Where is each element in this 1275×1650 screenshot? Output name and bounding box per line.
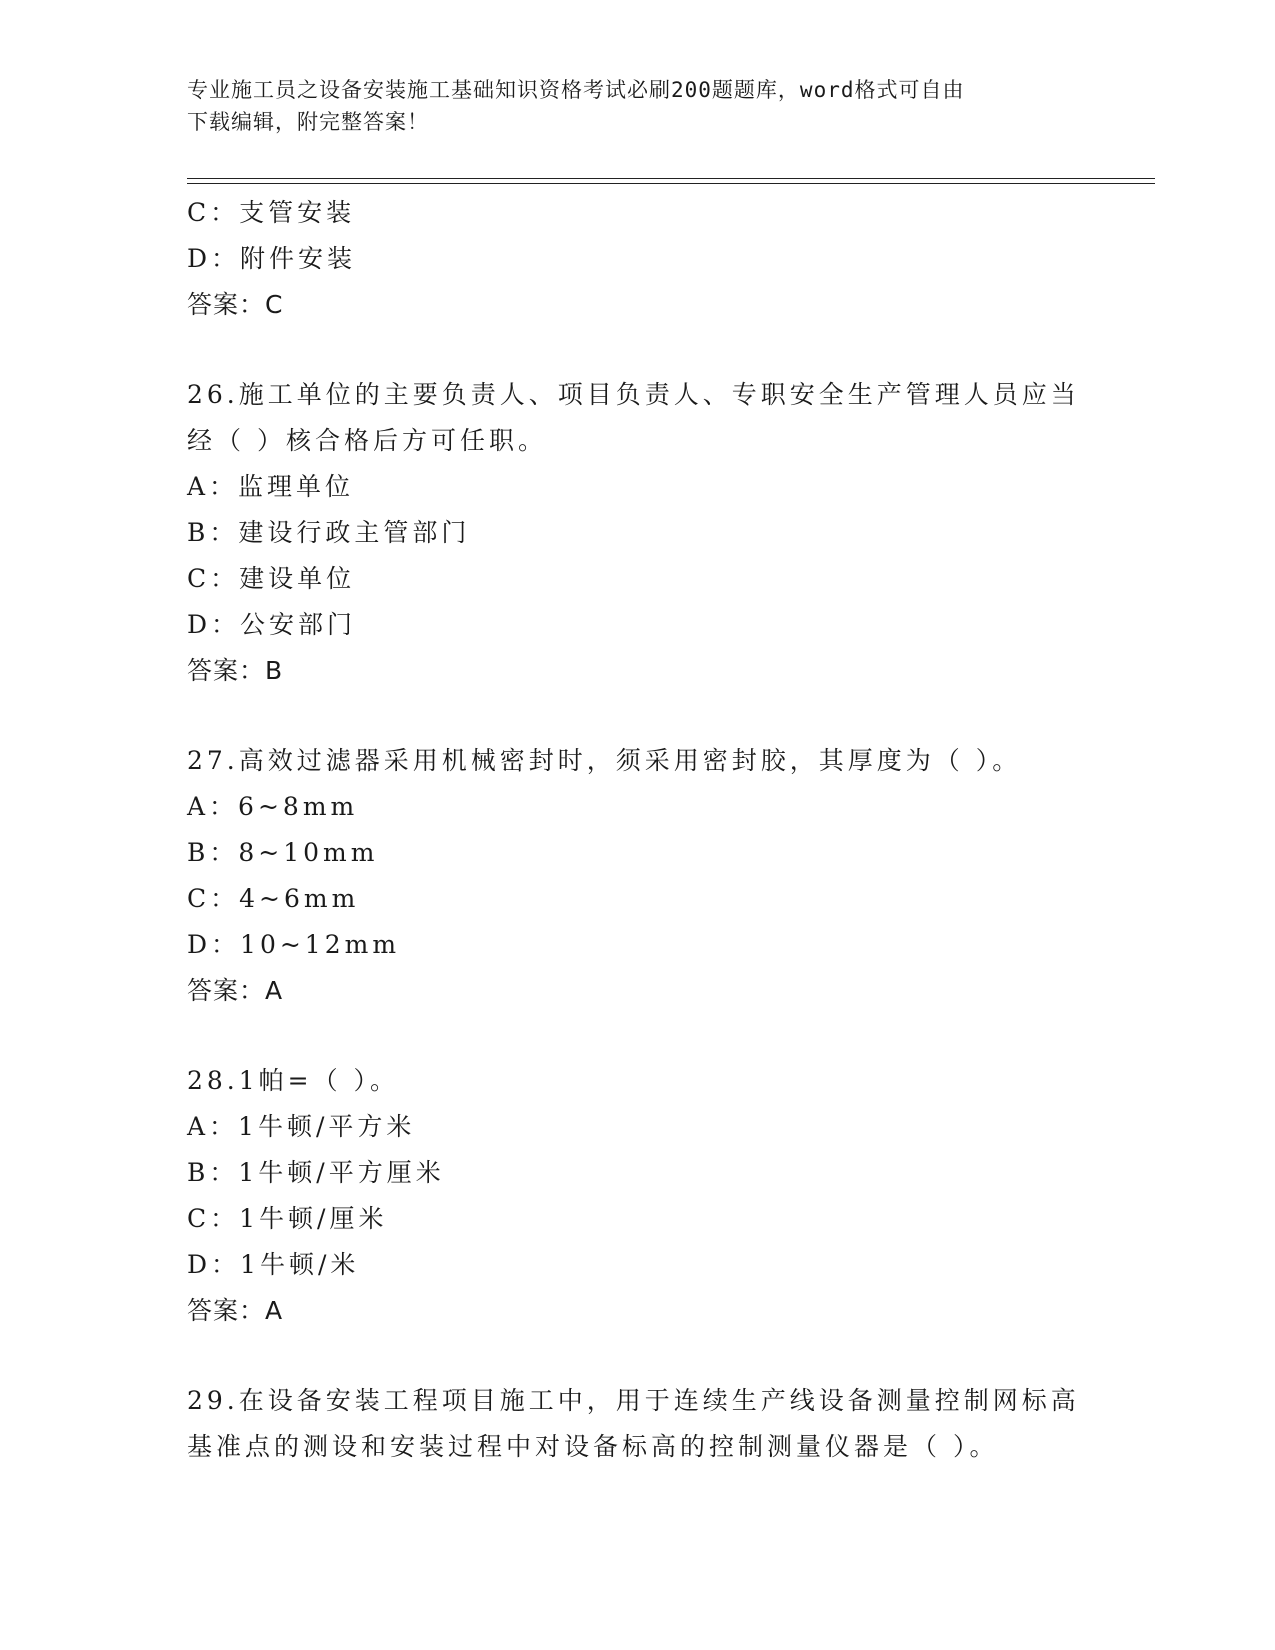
question-29 (187, 1378, 1087, 1470)
question-stem: 26.施工单位的主要负责人、项目负责人、专职安全生产管理人员应当 (187, 380, 1080, 409)
option-b: B：1牛顿/平方厘米 (187, 1158, 445, 1187)
header-divider-bottom (187, 183, 1155, 184)
question-stem: 27.高效过滤器采用机械密封时，须采用密封胶，其厚度为（ ）。 (187, 746, 1022, 775)
answer: 答案：A (187, 1296, 284, 1325)
question-28 (187, 1058, 1087, 1334)
header-line-1: 专业施工员之设备安装施工基础知识资格考试必刷200题题库，word格式可自由 (187, 78, 965, 102)
question-list (187, 190, 1087, 1470)
option-c: C：1牛顿/厘米 (187, 1204, 388, 1233)
option-b: B：8~10mm (187, 838, 379, 867)
document-header (187, 74, 1087, 138)
option-d: D：10~12mm (187, 930, 401, 959)
question-25-tail (187, 190, 1087, 328)
question-26 (187, 372, 1087, 694)
option-a: A：监理单位 (187, 472, 355, 501)
question-stem-continued: 经（ ）核合格后方可任职。 (187, 426, 547, 455)
option-a: A：1牛顿/平方米 (187, 1112, 416, 1141)
option-c: C：建设单位 (187, 564, 356, 593)
answer: 答案：A (187, 976, 284, 1005)
header-line-2: 下载编辑，附完整答案！ (187, 110, 429, 134)
question-stem-continued: 基准点的测设和安装过程中对设备标高的控制测量仪器是（ ）。 (187, 1432, 999, 1461)
option-d: D：附件安装 (187, 244, 357, 273)
option-a: A：6~8mm (187, 792, 359, 821)
header-divider-top (187, 178, 1155, 179)
option-b: B：建设行政主管部门 (187, 518, 471, 547)
option-c: C：支管安装 (187, 198, 356, 227)
option-d: D：公安部门 (187, 610, 357, 639)
option-d: D：1牛顿/米 (187, 1250, 360, 1279)
answer: 答案：C (187, 290, 284, 319)
question-27 (187, 738, 1087, 1014)
answer: 答案：B (187, 656, 284, 685)
question-stem: 28.1帕=（ ）。 (187, 1066, 400, 1095)
option-c: C：4~6mm (187, 884, 360, 913)
question-stem: 29.在设备安装工程项目施工中，用于连续生产线设备测量控制网标高 (187, 1386, 1080, 1415)
